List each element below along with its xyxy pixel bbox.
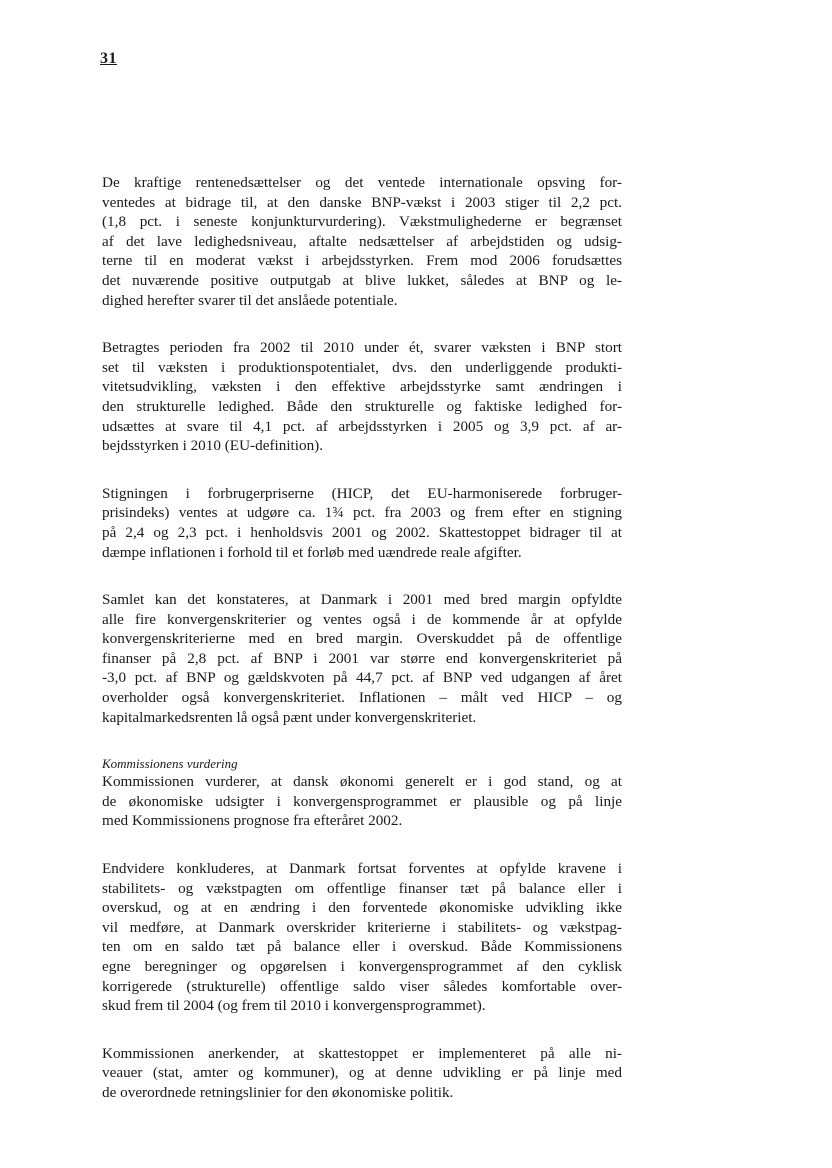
text-line: korrigerede (strukturelle) offentlige saldo viser således komfortable over-: [102, 977, 622, 995]
text-line: Endvidere konkluderes, at Danmark fortsat forventes at opfylde kravene i: [102, 860, 622, 878]
text-line: De kraftige rentenedsættelser og det ventede internationale opsving for-: [102, 174, 622, 191]
paragraph-gap: [102, 1016, 622, 1044]
paragraph-gap: [102, 831, 622, 859]
paragraph-consumer-prices: [102, 484, 622, 562]
text-line: (1,8 pct. i seneste konjunkturvurdering). Vækstmulighederne er begrænset: [102, 213, 622, 231]
page-number: 31: [100, 50, 117, 67]
text-line: Kommissionen anerkender, at skattestoppet er implementeret på alle ni-: [102, 1044, 622, 1062]
text-line: Betragtes perioden fra 2002 til 2010 under ét, svarer væksten i BNP stort: [102, 339, 622, 357]
text-line: bejdsstyrken i 2010 (EU-definition).: [102, 437, 324, 455]
text-line: prisindeks) ventes at udgøre ca. 1¾ pct. fra 2003 og frem efter en stigning: [102, 504, 622, 522]
text-line: egne beregninger og opgørelsen i konvergensprogrammet af den cyklisk: [102, 958, 622, 975]
text-line: af det lave ledighedsniveau, aftalte nedsættelser af arbejdstiden og udsig-: [102, 232, 622, 250]
text-line: finanser på 2,8 pct. af BNP i 2001 var større end konvergenskriteriet på: [102, 649, 622, 667]
paragraph-commission-assessment: [102, 755, 622, 831]
paragraph-growth-outlook: [102, 173, 622, 310]
text-line: veauer (stat, amter og kommuner), og at denne udvikling er på linje med: [102, 1064, 622, 1082]
text-line: med Kommissionens prognose fra efteråret 2002.: [102, 812, 403, 830]
text-line: Samlet kan det konstateres, at Danmark i 2001 med bred margin opfyldte: [102, 591, 622, 609]
text-line: på 2,4 og 2,3 pct. i henholdsvis 2001 og 2002. Skattestoppet bidrager til at: [102, 523, 622, 541]
text-line: kapitalmarkedsrenten lå også pænt under konvergenskriteriet.: [102, 708, 477, 726]
paragraph-gap: [102, 727, 622, 755]
text-line: konvergenskriterierne med en bred margin. Overskuddet på de offentlige: [102, 630, 622, 648]
text-line: de økonomiske udsigter i konvergensprogrammet er plausible og på linje: [102, 792, 622, 810]
paragraph-stability-pact: [102, 859, 622, 1016]
text-line: dighed herefter svarer til det anslåede potentiale.: [102, 291, 398, 309]
text-line: set til væksten i produktionspotentialet, dvs. den underliggende produkti-: [102, 358, 622, 376]
text-line: Kommissionen vurderer, at dansk økonomi generelt er i god stand, og at: [102, 773, 622, 791]
text-line: overskud, og at en ændring i den forventede økonomiske udvikling ikke: [102, 899, 622, 917]
text-line: stabilitets- og vækstpagten om offentlige finanser tæt på balance eller i: [102, 879, 622, 897]
document-body: [102, 173, 622, 1103]
paragraph-gap: [102, 562, 622, 590]
text-line: ventedes at bidrage til, at den danske BNP-vækst i 2003 stiger til 2,2 pct.: [102, 193, 622, 211]
paragraph-gap: [102, 310, 622, 338]
text-line: den strukturelle ledighed. Både den strukturelle og faktiske ledighed for-: [102, 397, 622, 415]
text-line: -3,0 pct. af BNP og gældskvoten på 44,7 pct. af BNP ved udgangen af året: [102, 669, 622, 687]
text-line: overholder også konvergenskriteriet. Inflationen – målt ved HICP – og: [102, 689, 622, 707]
text-line: skud frem til 2004 (og frem til 2010 i konvergensprogrammet).: [102, 997, 486, 1015]
paragraph-convergence-criteria: [102, 590, 622, 727]
section-subheading: Kommissionens vurdering: [102, 756, 238, 772]
text-line: det nuværende positive outputgab at blive lukket, således at BNP og le-: [102, 271, 622, 289]
text-line: terne til en moderat vækst i arbejdsstyrken. Frem mod 2006 forudsættes: [102, 252, 622, 270]
paragraph-tax-freeze: [102, 1044, 622, 1103]
text-line: vil medføre, at Danmark overskrider kriterierne i stabilitets- og vækstpag-: [102, 918, 622, 936]
paragraph-gap: [102, 456, 622, 484]
text-line: vitetsudvikling, væksten i den effektive arbejdsstyrke samt ændringen i: [102, 378, 622, 396]
paragraph-period-2002-2010: [102, 338, 622, 456]
text-line: de overordnede retningslinier for den økonomiske politik.: [102, 1083, 454, 1101]
text-line: ten om en saldo tæt på balance eller i overskud. Både Kommissionens: [102, 938, 622, 956]
text-line: Stigningen i forbrugerpriserne (HICP, det EU-harmoniserede forbruger-: [102, 484, 622, 502]
text-line: alle fire konvergenskriterier og ventes også i de kommende år at opfylde: [102, 610, 622, 628]
text-line: dæmpe inflationen i forhold til et forløb med uændrede reale afgifter.: [102, 543, 522, 561]
text-line: udsættes at svare til 4,1 pct. af arbejdsstyrken i 2005 og 3,9 pct. af ar-: [102, 417, 622, 435]
